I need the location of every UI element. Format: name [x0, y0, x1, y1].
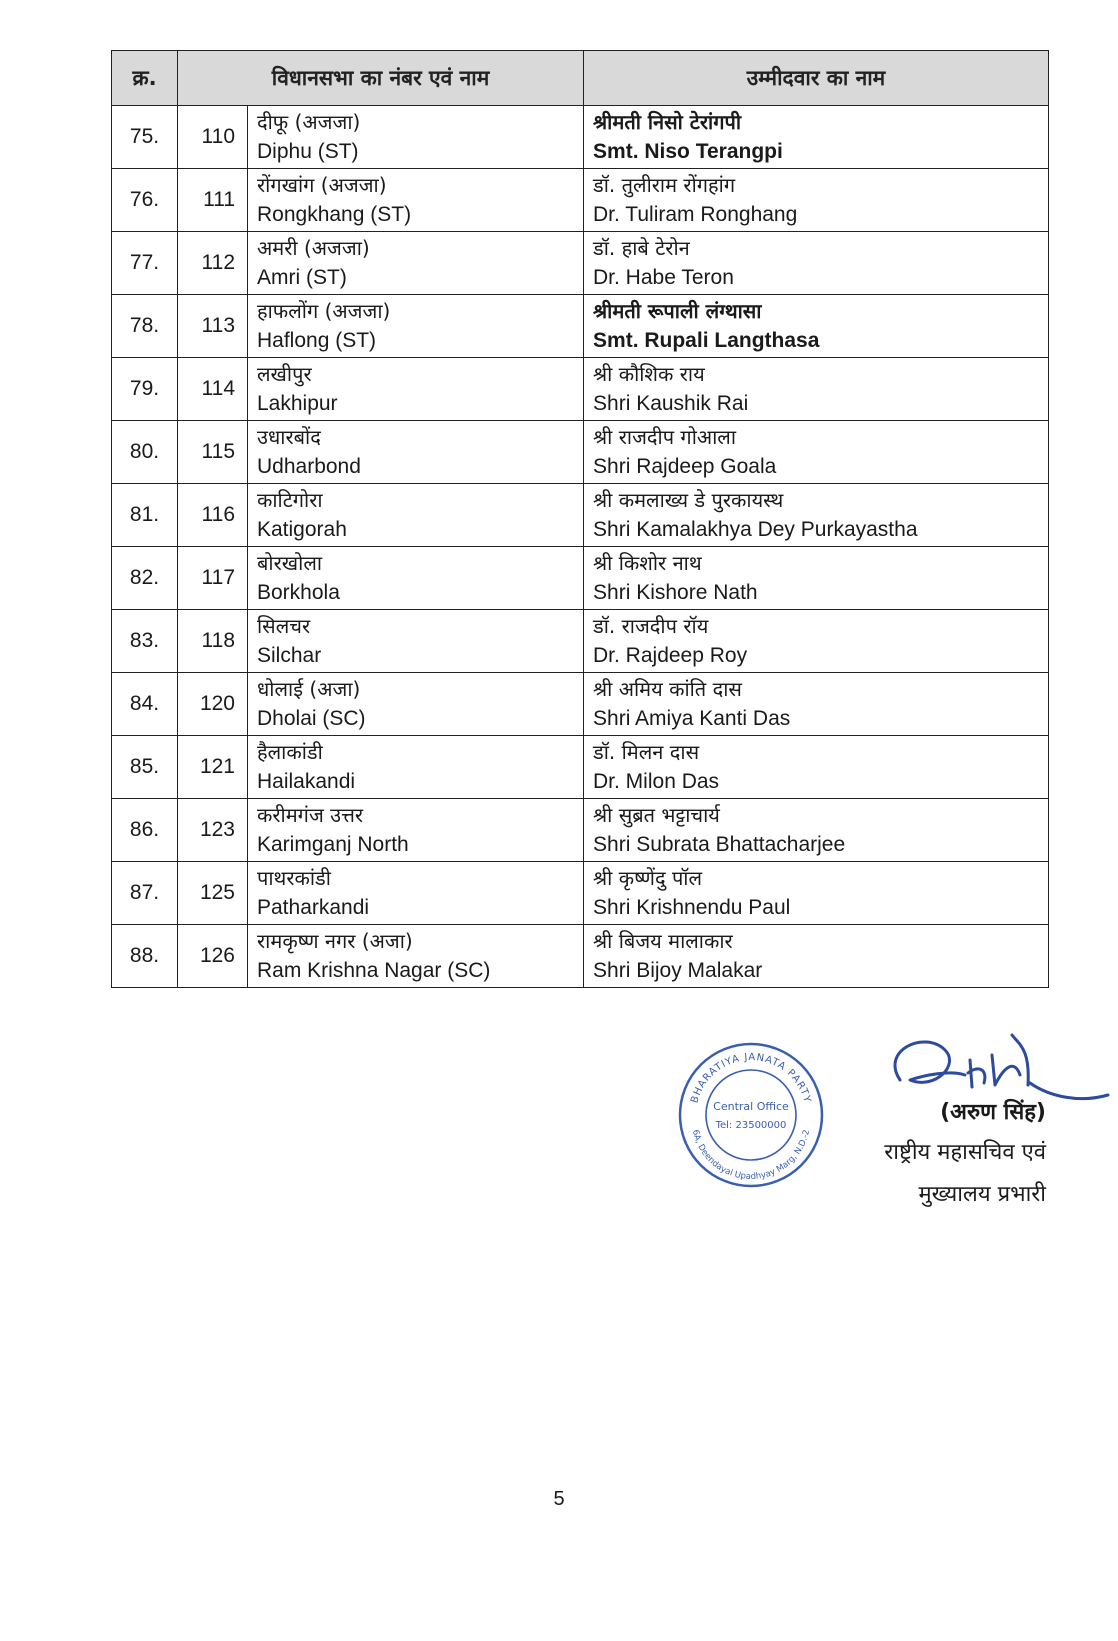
- constituency-number-cell: 110: [178, 106, 248, 169]
- candidate-name-english: Shri Amiya Kanti Das: [593, 707, 791, 730]
- constituency-name-cell: [248, 169, 584, 232]
- constituency-name-english: Rongkhang (ST): [257, 203, 412, 226]
- candidate-name-hindi: श्री किशोर नाथ: [593, 551, 702, 575]
- serial-number-cell: 78.: [112, 295, 178, 358]
- candidate-name-cell: [584, 547, 1049, 610]
- table-row: [112, 547, 1049, 610]
- candidate-name-hindi: श्री राजदीप गोआला: [593, 425, 737, 449]
- candidate-name-hindi: डॉ. राजदीप रॉय: [593, 614, 709, 638]
- candidate-name-english: Dr. Tuliram Ronghang: [593, 203, 798, 226]
- candidate-name-cell: [584, 421, 1049, 484]
- constituency-name-hindi: सिलचर: [257, 614, 311, 638]
- constituency-name-cell: [248, 925, 584, 988]
- constituency-name-hindi: दीफू (अजजा): [257, 110, 361, 134]
- constituency-name-cell: [248, 232, 584, 295]
- candidate-table: [111, 50, 1049, 988]
- candidate-name-english: Smt. Niso Terangpi: [593, 140, 783, 163]
- candidate-name-english: Dr. Habe Teron: [593, 266, 734, 289]
- serial-number-cell: 80.: [112, 421, 178, 484]
- constituency-name-english: Amri (ST): [257, 266, 347, 289]
- constituency-name-english: Lakhipur: [257, 392, 338, 415]
- constituency-name-hindi: रोंगखांग (अजजा): [257, 173, 387, 197]
- table-body: [112, 106, 1049, 988]
- constituency-number-cell: 126: [178, 925, 248, 988]
- candidate-name-hindi: श्री अमिय कांति दास: [593, 677, 742, 701]
- constituency-name-cell: [248, 421, 584, 484]
- candidate-name-cell: [584, 484, 1049, 547]
- candidate-name-cell: [584, 736, 1049, 799]
- serial-number-cell: 84.: [112, 673, 178, 736]
- candidate-name-cell: [584, 232, 1049, 295]
- table-row: [112, 925, 1049, 988]
- candidate-name-hindi: श्रीमती निसो टेरांगपी: [593, 110, 742, 134]
- constituency-name-english: Dholai (SC): [257, 707, 366, 730]
- constituency-name-english: Ram Krishna Nagar (SC): [257, 959, 491, 982]
- constituency-number-cell: 113: [178, 295, 248, 358]
- candidate-name-cell: [584, 358, 1049, 421]
- stamp-center-line1: Central Office: [713, 1100, 789, 1113]
- constituency-name-english: Hailakandi: [257, 770, 356, 793]
- constituency-name-cell: [248, 673, 584, 736]
- header-candidate: उम्मीदवार का नाम: [584, 51, 1049, 106]
- constituency-name-english: Haflong (ST): [257, 329, 377, 352]
- constituency-number-cell: 111: [178, 169, 248, 232]
- candidate-name-hindi: श्रीमती रूपाली लंग्थासा: [593, 299, 762, 323]
- constituency-name-cell: [248, 358, 584, 421]
- constituency-name-english: Silchar: [257, 644, 322, 667]
- candidate-name-hindi: श्री कौशिक राय: [593, 362, 705, 386]
- constituency-name-hindi: पाथरकांडी: [257, 866, 331, 890]
- serial-number-cell: 82.: [112, 547, 178, 610]
- candidate-name-hindi: श्री कृष्णेंदु पॉल: [593, 866, 703, 890]
- candidate-name-hindi: श्री सुब्रत भट्टाचार्य: [593, 803, 720, 827]
- table-row: [112, 484, 1049, 547]
- serial-number-cell: 87.: [112, 862, 178, 925]
- constituency-name-hindi: उधारबोंद: [257, 425, 321, 449]
- serial-number-cell: 88.: [112, 925, 178, 988]
- party-seal-stamp: [676, 1040, 826, 1190]
- table-row: [112, 610, 1049, 673]
- page-number: 5: [553, 1488, 565, 1510]
- serial-number-cell: 83.: [112, 610, 178, 673]
- constituency-number-cell: 115: [178, 421, 248, 484]
- candidate-name-english: Shri Krishnendu Paul: [593, 896, 791, 919]
- constituency-name-hindi: करीमगंज उत्तर: [257, 803, 364, 827]
- signer-office: मुख्यालय प्रभारी: [918, 1182, 1046, 1207]
- constituency-name-cell: [248, 547, 584, 610]
- constituency-number-cell: 117: [178, 547, 248, 610]
- candidate-name-english: Shri Kaushik Rai: [593, 392, 749, 415]
- constituency-name-cell: [248, 736, 584, 799]
- table-row: [112, 736, 1049, 799]
- constituency-number-cell: 121: [178, 736, 248, 799]
- serial-number-cell: 79.: [112, 358, 178, 421]
- constituency-number-cell: 120: [178, 673, 248, 736]
- constituency-name-english: Karimganj North: [257, 833, 409, 856]
- candidate-name-cell: [584, 862, 1049, 925]
- constituency-name-english: Katigorah: [257, 518, 347, 541]
- candidate-name-cell: [584, 925, 1049, 988]
- candidate-name-hindi: श्री कमलाख्य डे पुरकायस्थ: [593, 488, 784, 512]
- signer-title: राष्ट्रीय महासचिव एवं: [884, 1140, 1046, 1165]
- constituency-number-cell: 118: [178, 610, 248, 673]
- constituency-name-hindi: अमरी (अजजा): [257, 236, 370, 260]
- candidate-name-cell: [584, 673, 1049, 736]
- constituency-name-cell: [248, 610, 584, 673]
- constituency-number-cell: 125: [178, 862, 248, 925]
- constituency-name-hindi: बोरखोला: [257, 551, 323, 575]
- candidate-name-english: Smt. Rupali Langthasa: [593, 329, 820, 352]
- table-row: [112, 673, 1049, 736]
- candidate-name-hindi: श्री बिजय मालाकार: [593, 929, 733, 953]
- candidate-name-english: Dr. Milon Das: [593, 770, 720, 793]
- serial-number-cell: 75.: [112, 106, 178, 169]
- candidate-name-cell: [584, 295, 1049, 358]
- candidate-name-hindi: डॉ. मिलन दास: [593, 740, 700, 764]
- candidate-name-cell: [584, 106, 1049, 169]
- header-serial: क्र.: [112, 51, 178, 106]
- stamp-outer-text: BHARATIYA JANATA PARTY: [689, 1051, 813, 1105]
- serial-number-cell: 77.: [112, 232, 178, 295]
- constituency-number-cell: 123: [178, 799, 248, 862]
- stamp-center-line2: Tel: 23500000: [715, 1120, 787, 1131]
- constituency-name-cell: [248, 295, 584, 358]
- serial-number-cell: 81.: [112, 484, 178, 547]
- serial-number-cell: 76.: [112, 169, 178, 232]
- candidate-name-cell: [584, 610, 1049, 673]
- constituency-name-hindi: लखीपुर: [257, 362, 312, 386]
- constituency-name-english: Borkhola: [257, 581, 340, 604]
- candidate-name-english: Shri Kamalakhya Dey Purkayastha: [593, 518, 918, 541]
- serial-number-cell: 86.: [112, 799, 178, 862]
- constituency-name-hindi: हाफलोंग (अजजा): [257, 299, 391, 323]
- serial-number-cell: 85.: [112, 736, 178, 799]
- constituency-number-cell: 116: [178, 484, 248, 547]
- stamp-outer-ring: [680, 1044, 822, 1186]
- constituency-name-english: Diphu (ST): [257, 140, 359, 163]
- constituency-name-hindi: हैलाकांडी: [257, 740, 323, 764]
- constituency-name-english: Patharkandi: [257, 896, 370, 919]
- candidate-name-cell: [584, 169, 1049, 232]
- table-row: [112, 232, 1049, 295]
- table-row: [112, 358, 1049, 421]
- constituency-name-hindi: रामकृष्ण नगर (अजा): [257, 929, 413, 953]
- constituency-number-cell: 112: [178, 232, 248, 295]
- table-header-row: [112, 51, 1049, 106]
- candidate-name-english: Shri Kishore Nath: [593, 581, 758, 604]
- table-row: [112, 295, 1049, 358]
- table-row: [112, 169, 1049, 232]
- candidate-name-cell: [584, 799, 1049, 862]
- constituency-name-cell: [248, 106, 584, 169]
- stamp-side-text: 6A, Deendayal Upadhyay Marg, N.D.-2: [689, 1128, 813, 1183]
- table-row: [112, 106, 1049, 169]
- constituency-name-english: Udharbond: [257, 455, 361, 478]
- candidate-name-english: Shri Rajdeep Goala: [593, 455, 777, 478]
- constituency-name-cell: [248, 799, 584, 862]
- constituency-name-cell: [248, 862, 584, 925]
- header-constituency: विधानसभा का नंबर एवं नाम: [178, 51, 584, 106]
- constituency-name-hindi: धोलाई (अजा): [257, 677, 361, 701]
- signer-name: (अरुण सिंह): [940, 1100, 1046, 1125]
- constituency-name-cell: [248, 484, 584, 547]
- table-row: [112, 799, 1049, 862]
- candidate-name-hindi: डॉ. हाबे टेरोन: [593, 236, 690, 260]
- stamp-inner-ring: [706, 1070, 796, 1160]
- candidate-name-english: Shri Subrata Bhattacharjee: [593, 833, 846, 856]
- table-row: [112, 862, 1049, 925]
- constituency-name-hindi: काटिगोरा: [257, 488, 323, 512]
- candidate-name-english: Dr. Rajdeep Roy: [593, 644, 748, 667]
- table-row: [112, 421, 1049, 484]
- constituency-number-cell: 114: [178, 358, 248, 421]
- candidate-name-english: Shri Bijoy Malakar: [593, 959, 763, 982]
- candidate-name-hindi: डॉ. तुलीराम रोंगहांग: [593, 173, 736, 197]
